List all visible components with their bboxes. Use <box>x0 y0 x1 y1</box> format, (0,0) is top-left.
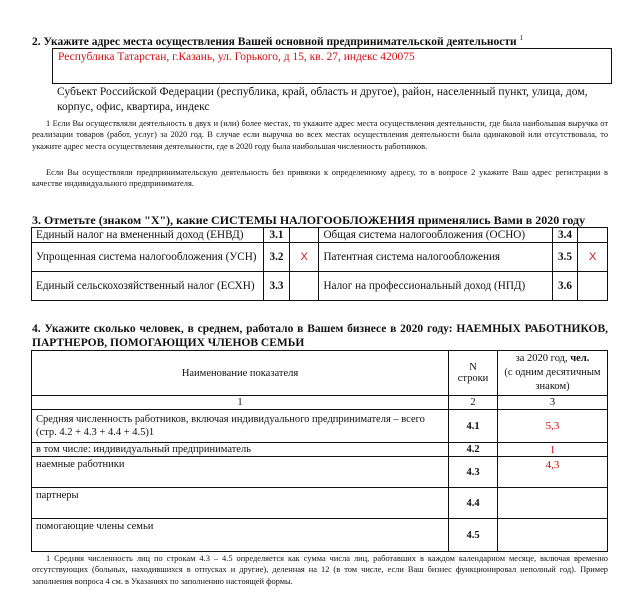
tax-code: 3.2 <box>264 243 290 272</box>
tax-code: 3.5 <box>552 243 578 272</box>
value-family-members[interactable] <box>498 519 608 552</box>
table-row <box>32 272 608 301</box>
table-row <box>32 519 608 552</box>
tax-code: 3.6 <box>552 272 578 301</box>
row-code: 4.5 <box>449 519 498 552</box>
tax-label-usn: Упрощенная система налогообложения (УСН) <box>32 243 264 272</box>
tax-mark-npd[interactable] <box>578 272 608 301</box>
tax-mark-osno[interactable] <box>578 228 608 243</box>
col-number: 3 <box>498 396 608 410</box>
tax-label-patent: Патентная система налогообложения <box>319 243 552 272</box>
tax-mark-patent[interactable]: X <box>578 243 608 272</box>
tax-label-eshn: Единый сельскохозяйственный налог (ЕСХН) <box>32 272 264 301</box>
footnote-mark: 1 <box>519 34 524 42</box>
address-value[interactable]: Республика Татарстан, г.Казань, ул. Горького, д 15, кв. 27, индекс 420075 <box>58 51 415 63</box>
table-row <box>32 228 608 243</box>
value-employees[interactable]: 4,3 <box>498 457 608 488</box>
table-row <box>32 243 608 272</box>
tax-label-osno: Общая система налогообложения (ОСНО) <box>319 228 552 243</box>
address-hint: Субъект Российской Федерации (республика, край, область и другое), район, населенный пункт, улица, дом, корпус, офис, квартира, индекс <box>57 86 588 113</box>
employees-table <box>31 350 608 552</box>
col-number-row <box>32 396 608 410</box>
value-entrepreneur[interactable]: 1 <box>498 443 608 457</box>
row-name: помогающие члены семьи <box>32 519 449 552</box>
col-header-name: Наименование показателя <box>32 351 449 396</box>
col-number: 1 <box>32 396 449 410</box>
table-row <box>32 457 608 488</box>
row-name: Средняя численность работников, включая индивидуального предпринимателя – всего (стр. 4.2 + 4.3 + 4.4 + 4.5)1 <box>32 410 449 443</box>
col-header-value: за 2020 год, чел. (с одним десятичным знаком) <box>498 351 608 396</box>
row-code: 4.3 <box>449 457 498 488</box>
value-total-workers[interactable]: 5,3 <box>498 410 608 443</box>
table-row <box>32 410 608 443</box>
footnote-q4: 1 Средняя численность лиц по строкам 4.3 – 4.5 определяется как сумма числа лиц, работавших в каждом календарном месяце, включая временно отсутствующих (больных, находившихся в отпусках и другие), деленная на 12 (в том числе, если Ваш бизнес функционировал неполный год). Пример заполнения вопроса 4 см. в Указаниях по заполнению настоящей формы. <box>32 554 608 586</box>
table-header-row <box>32 351 608 396</box>
tax-code: 3.1 <box>264 228 290 243</box>
table-row <box>32 443 608 457</box>
row-name: в том числе: индивидуальный предприниматель <box>32 443 449 457</box>
tax-code: 3.3 <box>264 272 290 301</box>
tax-label-envd: Единый налог на вмененный доход (ЕНВД) <box>32 228 264 243</box>
footnote-1: 1 Если Вы осуществляли деятельность в двух и (или) более местах, то укажите адрес места осуществления деятельности, где была наибольшая выручка от реализации товаров (работ, услуг) за 2020 год. В случае если выручка во всех местах осуществления деятельности была одинаковой или отсутствовала, то укажите адрес места осуществления деятельности, где в 2020 году была наибольшая численность работников. <box>32 119 608 151</box>
tax-mark-eshn[interactable] <box>289 272 319 301</box>
tax-code: 3.4 <box>552 228 578 243</box>
col-number: 2 <box>449 396 498 410</box>
row-name: партнеры <box>32 488 449 519</box>
row-code: 4.1 <box>449 410 498 443</box>
row-code: 4.4 <box>449 488 498 519</box>
question-3-title: 3. Отметьте (знаком "X"), какие СИСТЕМЫ НАЛОГООБЛОЖЕНИЯ применялись Вами в 2020 году <box>32 213 586 227</box>
table-row <box>32 488 608 519</box>
tax-mark-envd[interactable] <box>289 228 319 243</box>
row-code: 4.2 <box>449 443 498 457</box>
tax-label-npd: Налог на профессиональный доход (НПД) <box>319 272 552 301</box>
tax-mark-usn[interactable]: X <box>289 243 319 272</box>
row-name: наемные работники <box>32 457 449 488</box>
footnote-2: Если Вы осуществляли предпринимательскую деятельность без привязки к определенному адресу, то в вопросе 2 укажите Ваш адрес регистрации в качестве индивидуального предпринимателя. <box>32 168 608 189</box>
col-header-line: N строки <box>449 351 498 396</box>
question-4-title: 4. Укажите сколько человек, в среднем, работало в Вашем бизнесе в 2020 году: НАЕМНЫХ РАБОТНИКОВ, ПАРТНЕРОВ, ПОМОГАЮЩИХ ЧЛЕНОВ СЕМЬИ <box>32 323 608 349</box>
tax-system-table <box>31 227 608 301</box>
question-2-title: 2. Укажите адрес места осуществления Вашей основной предпринимательской деятельности $^1$ <box>32 34 524 48</box>
value-partners[interactable] <box>498 488 608 519</box>
